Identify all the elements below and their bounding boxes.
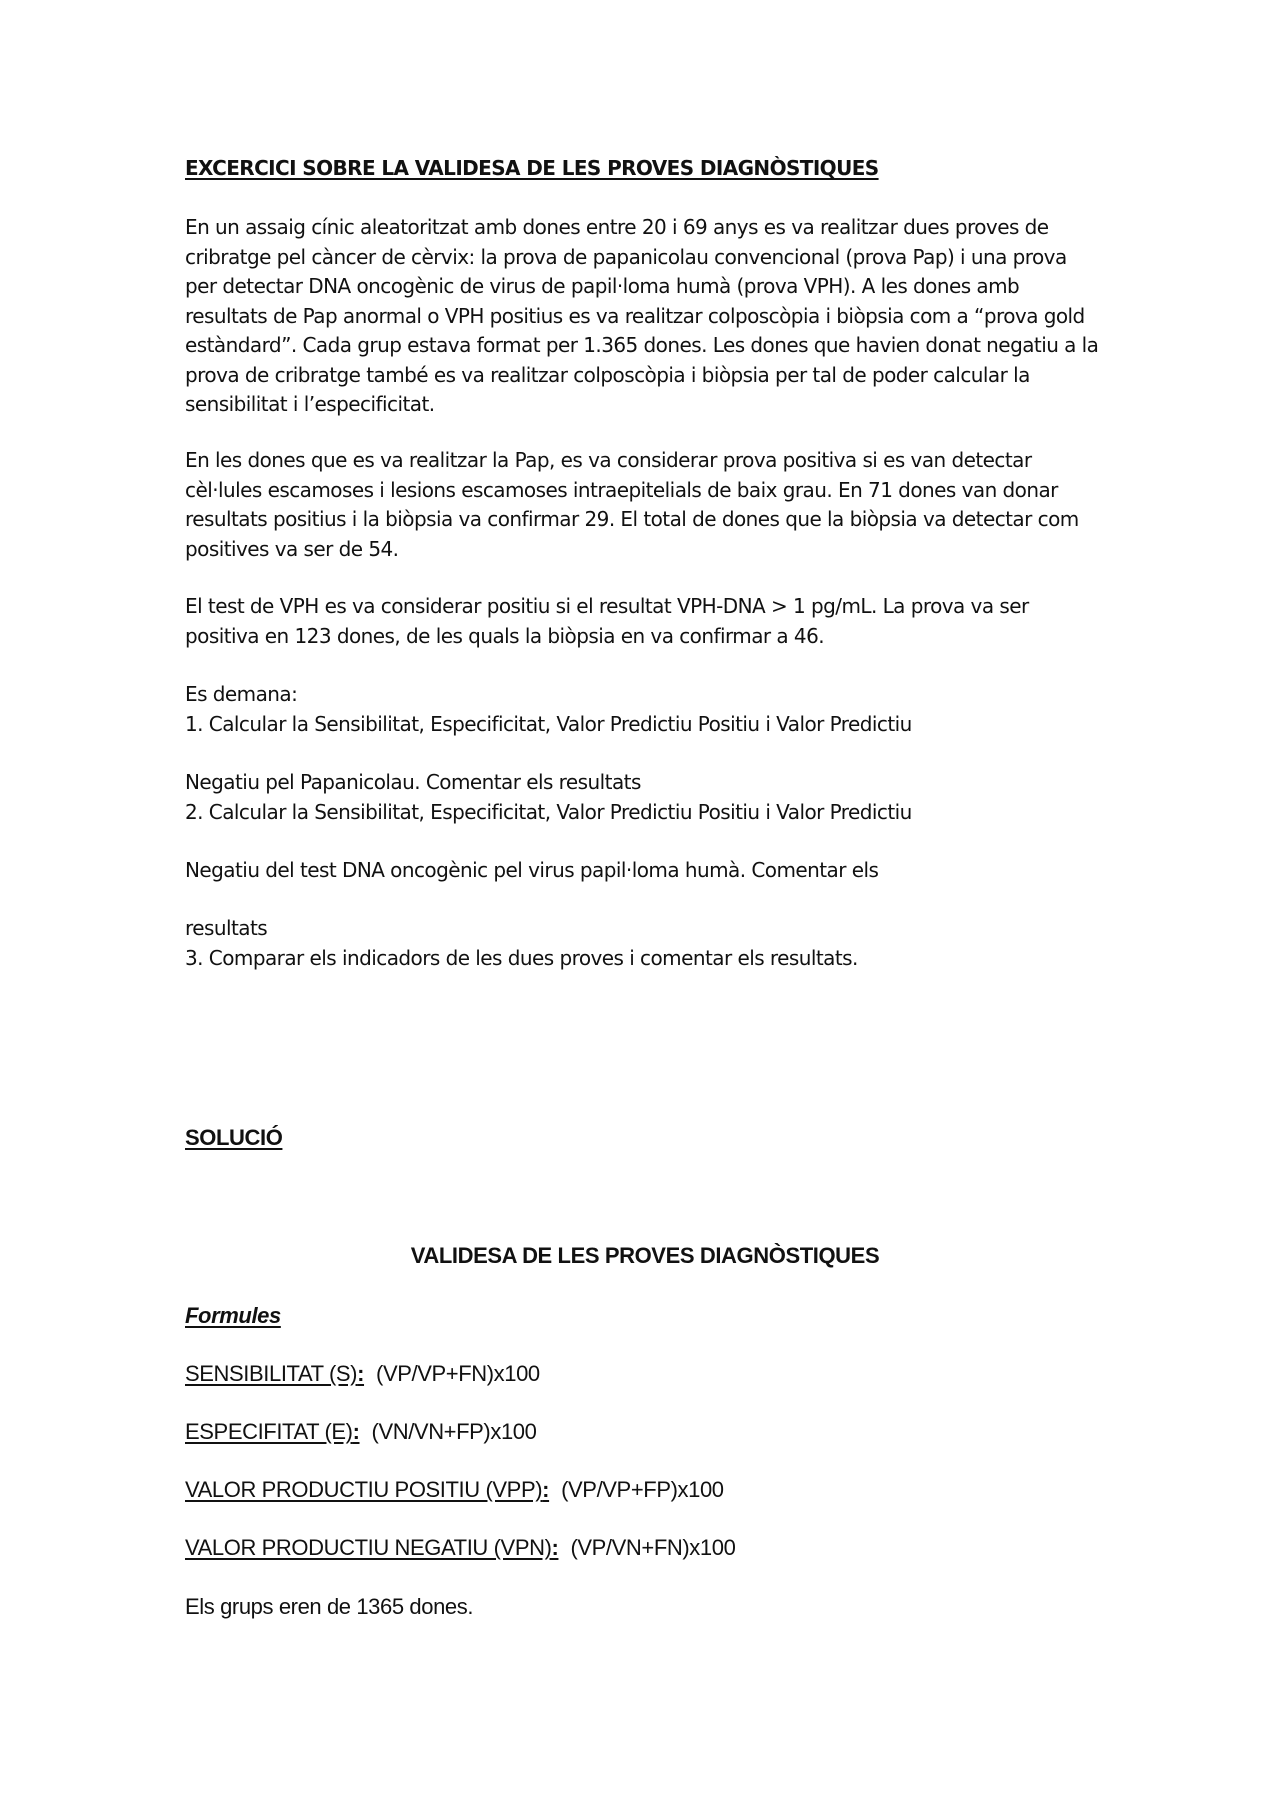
formula-expression: (VP/VN+FN)x100 — [570, 1535, 736, 1560]
question-2-line-2: Negatiu del test DNA oncogènic pel virus papil·loma humà. Comentar els — [185, 858, 879, 882]
formula-especifitat — [185, 1418, 536, 1446]
question-1-line-1: 1. Calcular la Sensibilitat, Especificitat, Valor Predictiu Positiu i Valor Predictiu — [185, 712, 912, 736]
text-line: prova de cribratge també es va realitzar colposcòpia i biòpsia per tal de poder calcular la — [185, 362, 1030, 387]
formula-expression: (VP/VP+FP)x100 — [561, 1477, 724, 1502]
text-line: En un assaig cínic aleatoritzat amb dones entre 20 i 69 anys es va realitzar dues proves de — [185, 215, 1049, 239]
question-3-line-1: 3. Comparar els indicadors de les dues proves i comentar els resultats. — [185, 946, 858, 970]
text-line: resultats de Pap anormal o VPH positius es va realitzar colposcòpia i biòpsia com a “prova gold — [185, 303, 1085, 328]
formula-colon: : — [357, 1361, 365, 1386]
formula-vpn — [185, 1534, 735, 1562]
formula-vpp — [185, 1476, 724, 1504]
text-line: cribratge pel càncer de cèrvix: la prova de papanicolau convencional (prova Pap) i una prova — [185, 244, 1067, 269]
formula-expression: (VN/VN+FP)x100 — [371, 1419, 537, 1444]
text-line: per detectar DNA oncogènic de virus de papil·loma humà (prova VPH). A les dones amb — [185, 274, 1020, 298]
exercise-paragraph-2 — [185, 446, 1135, 564]
text-line: sensibilitat i l’especificitat. — [185, 392, 435, 416]
formula-expression: (VP/VP+FN)x100 — [376, 1361, 540, 1386]
solution-subtitle: VALIDESA DE LES PROVES DIAGNÒSTIQUES — [410, 1243, 880, 1268]
question-2-line-1: 2. Calcular la Sensibilitat, Especificitat, Valor Predictiu Positiu i Valor Predictiu — [185, 800, 912, 824]
text-line: positives va ser de 54. — [185, 536, 399, 561]
formula-sensibilitat — [185, 1360, 540, 1388]
formula-colon: : — [551, 1535, 559, 1560]
formula-label: VALOR PRODUCTIU POSITIU (VPP) — [185, 1477, 543, 1502]
formula-label: VALOR PRODUCTIU NEGATIU (VPN) — [185, 1535, 552, 1560]
text-line: El test de VPH es va considerar positiu si el resultat VPH-DNA > 1 pg/mL. La prova va ser — [185, 594, 1029, 618]
formulas-heading: Formules — [185, 1303, 281, 1328]
question-1-line-2: Negatiu pel Papanicolau. Comentar els resultats — [185, 770, 641, 794]
groups-note: Els grups eren de 1365 dones. — [185, 1594, 474, 1619]
formula-label: ESPECIFITAT (E) — [185, 1419, 353, 1444]
exercise-title: EXCERCICI SOBRE LA VALIDESA DE LES PROVES DIAGNÒSTIQUES — [185, 156, 879, 180]
formula-label: SENSIBILITAT (S) — [185, 1361, 358, 1386]
exercise-paragraph-1 — [185, 213, 1135, 420]
text-line: resultats positius i la biòpsia va confirmar 29. El total de dones que la biòpsia va detectar com — [185, 507, 1079, 531]
exercise-paragraph-3 — [185, 592, 1135, 651]
text-line: estàndard”. Cada grup estava format per 1.365 dones. Les dones que havien donat negatiu a la — [185, 333, 1099, 357]
solution-title: SOLUCIÓ — [185, 1125, 283, 1150]
text-line: positiva en 123 dones, de les quals la biòpsia en va confirmar a 46. — [185, 623, 825, 648]
question-2-line-3: resultats — [185, 916, 268, 940]
formula-colon: : — [352, 1419, 360, 1444]
questions-intro: Es demana: — [185, 682, 298, 706]
text-line: En les dones que es va realitzar la Pap, es va considerar prova positiva si es van detectar — [185, 448, 1032, 472]
text-line: cèl·lules escamoses i lesions escamoses intraepitelials de baix grau. En 71 dones van donar — [185, 477, 1058, 502]
formula-colon: : — [542, 1477, 550, 1502]
